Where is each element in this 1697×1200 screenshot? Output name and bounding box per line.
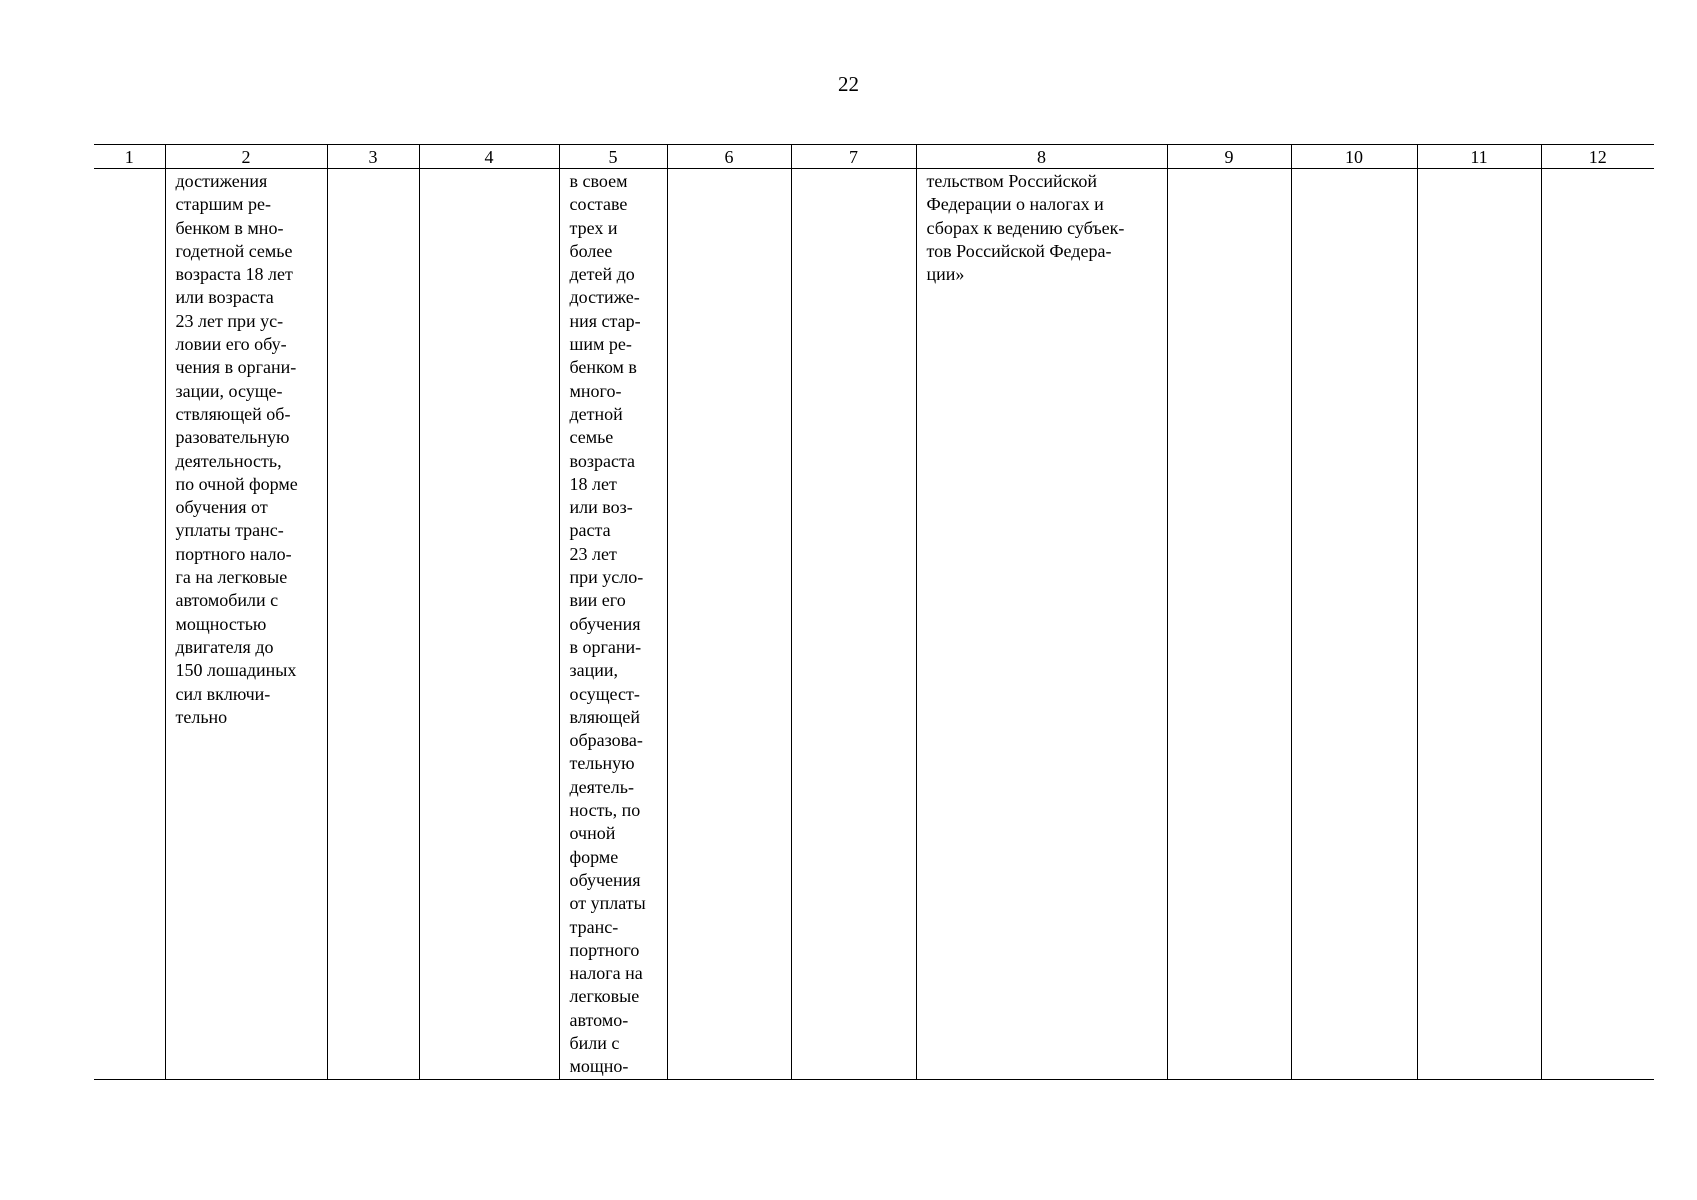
- cell-text-6: [668, 169, 791, 170]
- cell-text-8: тельством Российской Федерации о налогах и сборах к ведению субъек- тов Российской Федера- ции»: [926, 171, 1125, 285]
- table-cell-4: [419, 169, 559, 1080]
- cell-text-7: [792, 169, 916, 170]
- table-cell-10: [1291, 169, 1417, 1080]
- cell-text-9: [1168, 169, 1291, 170]
- column-number-12: 12: [1541, 145, 1654, 169]
- cell-text-3: [328, 169, 419, 170]
- table-cell-8: [916, 169, 1167, 1080]
- column-number-8: 8: [916, 145, 1167, 169]
- table-cell-2: [165, 169, 327, 1080]
- column-number-2: 2: [165, 145, 327, 169]
- column-number-9: 9: [1167, 145, 1291, 169]
- column-number-row: [94, 145, 1654, 169]
- table-cell-5: [559, 169, 667, 1080]
- table-cell-1: [94, 169, 165, 1080]
- table-cell-7: [791, 169, 916, 1080]
- column-number-3: 3: [327, 145, 419, 169]
- table-cell-6: [667, 169, 791, 1080]
- table-cell-12: [1541, 169, 1654, 1080]
- cell-text-12: [1542, 169, 1655, 170]
- table-cell-9: [1167, 169, 1291, 1080]
- column-number-6: 6: [667, 145, 791, 169]
- cell-text-5: в своем составе трех и более детей до достиже- ния стар- шим ре- бенком в много- детной семье возраста 18 лет или воз- раста 23 лет при усло- вии его обучения в органи- зации, осущест- вляющей образова- тельную деятель- ность, по очной форме обучения от уплаты транс- портного налога на легковые автомо- били с мощно-: [569, 171, 646, 1077]
- column-number-4: 4: [419, 145, 559, 169]
- column-number-11: 11: [1417, 145, 1541, 169]
- page-number: 22: [838, 72, 859, 96]
- table-cell-3: [327, 169, 419, 1080]
- cell-text-10: [1292, 169, 1417, 170]
- column-number-7: 7: [791, 145, 916, 169]
- cell-text-11: [1418, 169, 1541, 170]
- column-number-1: 1: [94, 145, 165, 169]
- table-row: [94, 169, 1654, 1080]
- cell-text-1: [94, 169, 165, 170]
- column-number-5: 5: [559, 145, 667, 169]
- column-number-10: 10: [1291, 145, 1417, 169]
- document-table: [94, 144, 1654, 1080]
- table-cell-11: [1417, 169, 1541, 1080]
- cell-text-2: достижения старшим ре- бенком в мно- годетной семье возраста 18 лет или возраста 23 лет при ус- ловии его обу- чения в органи- зации, осуще- ствляющей об- разовательную деятельность, по очной форме обучения от уплаты транс- портного нало- га на легковые автомобили с мощностью двигателя до 150 лошадиных сил включи- тельно: [175, 171, 298, 727]
- cell-text-4: [420, 169, 559, 170]
